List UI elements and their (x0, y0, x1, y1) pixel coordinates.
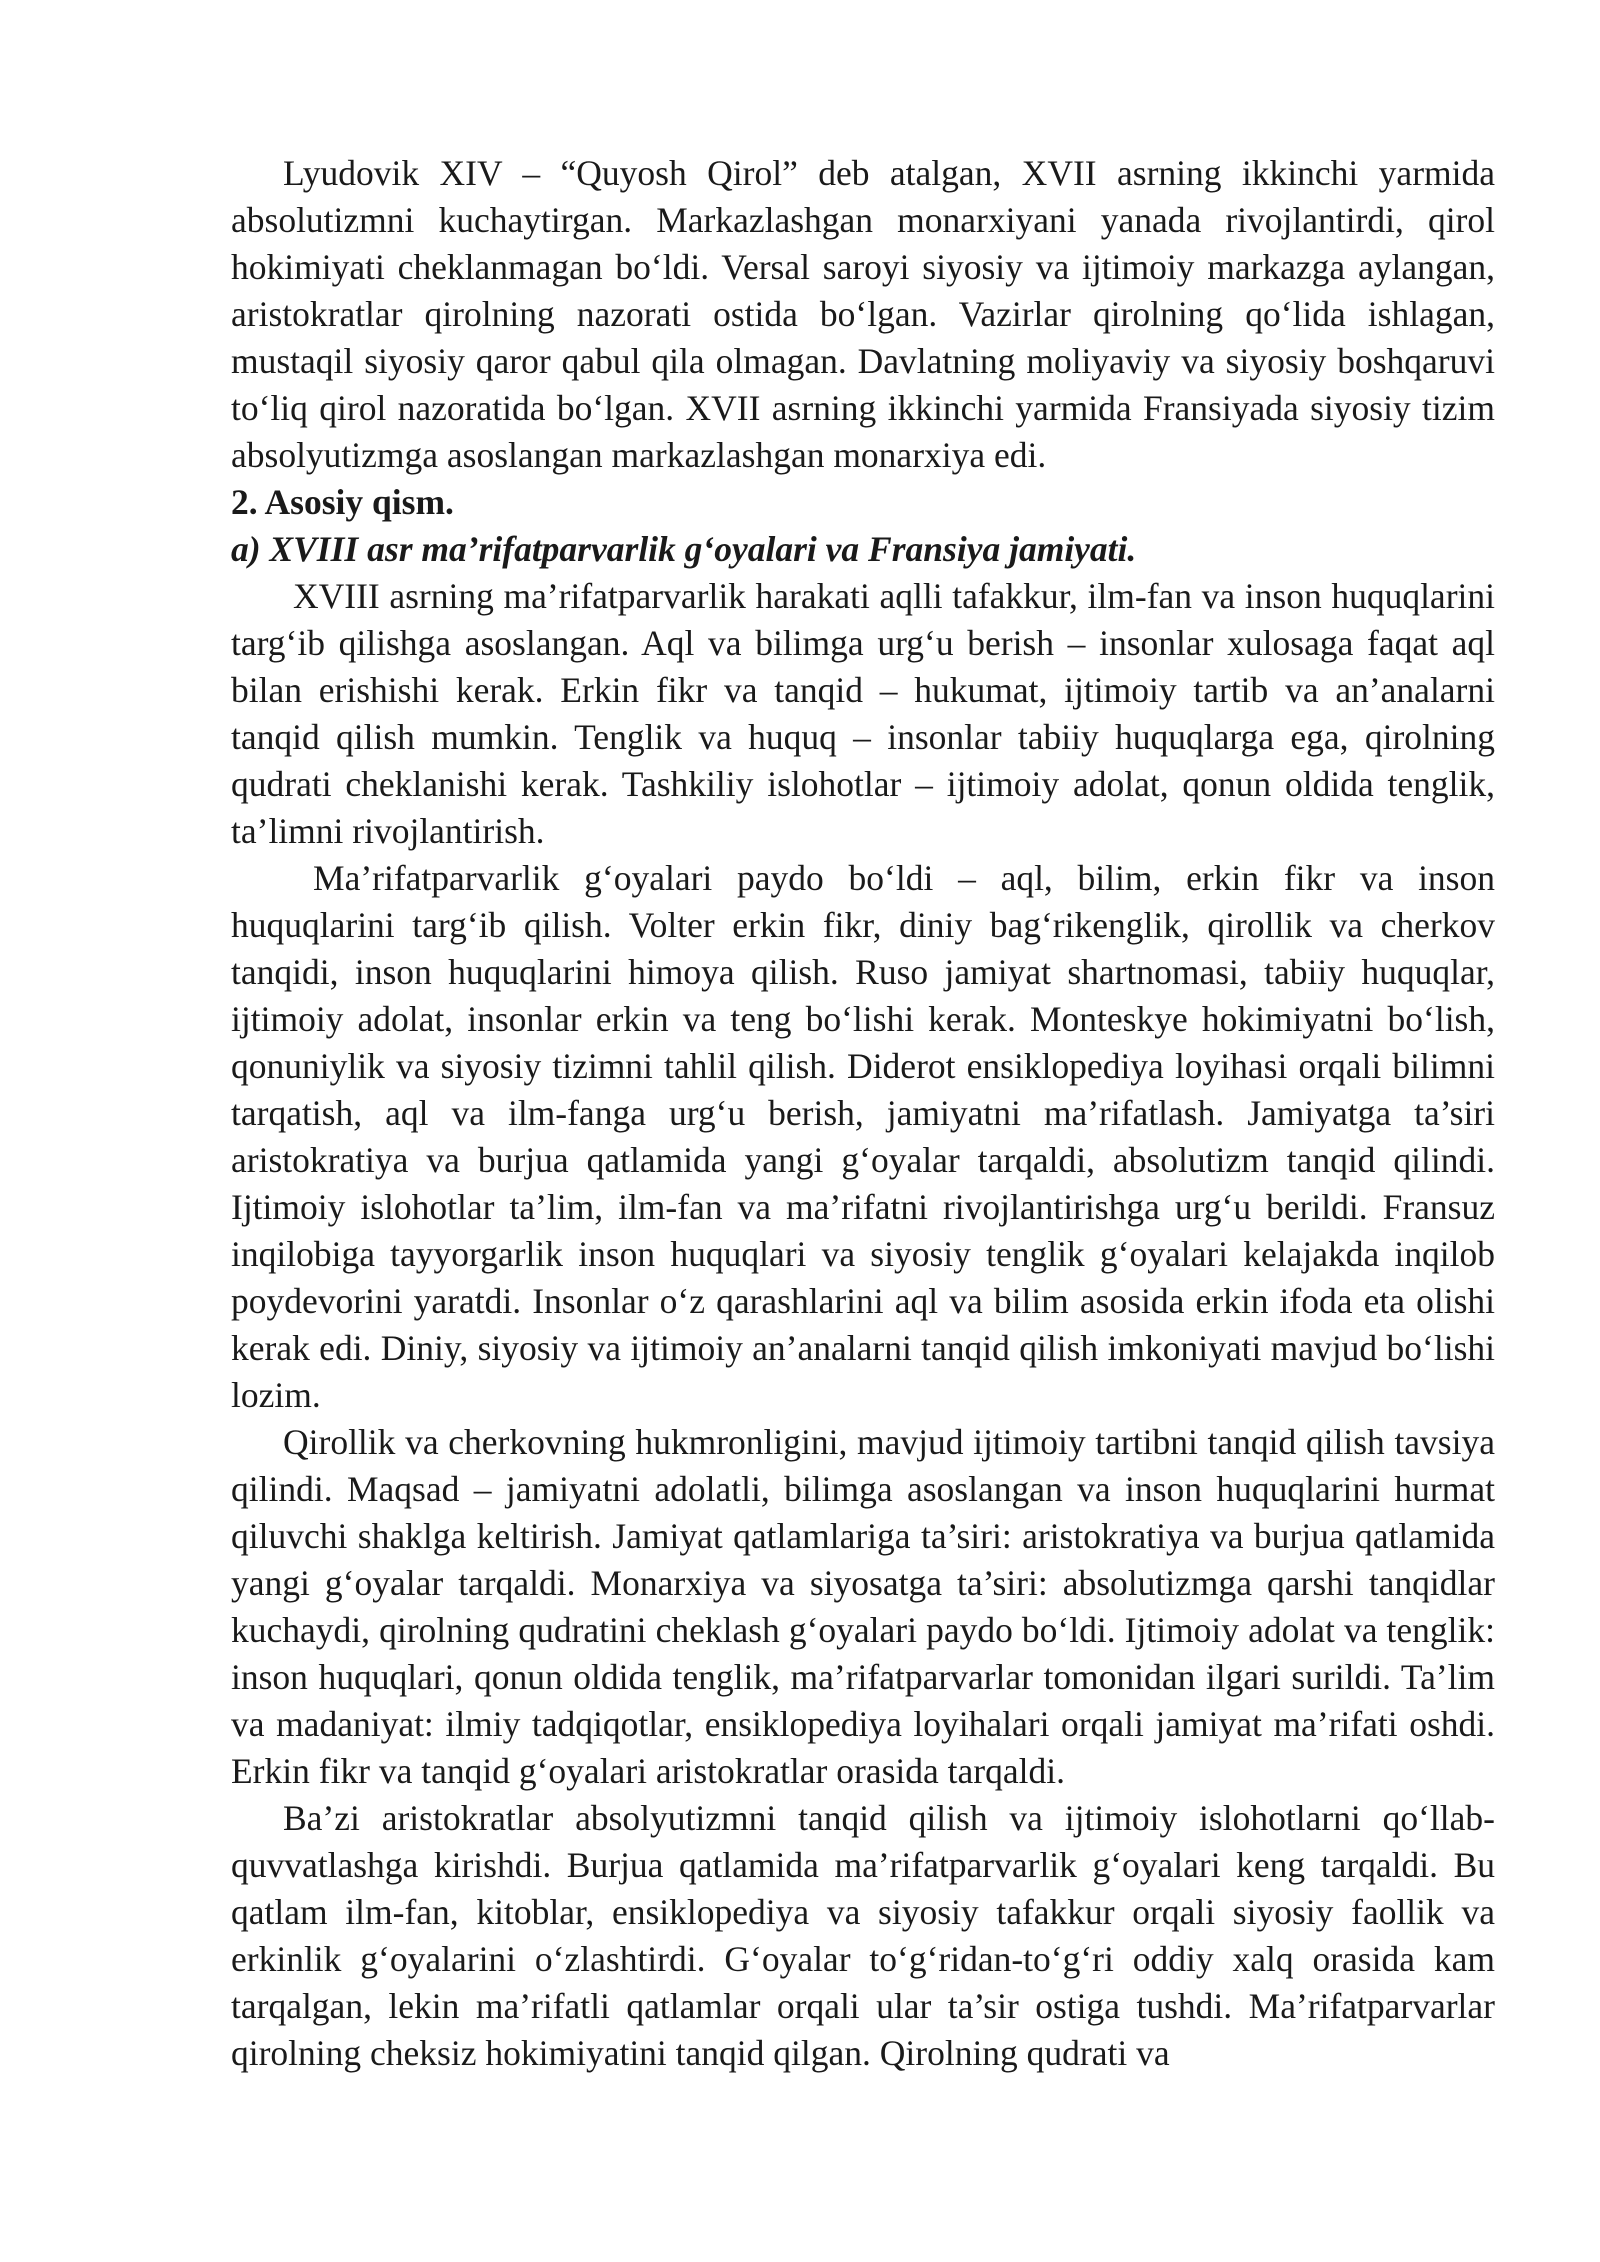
section-heading: 2. Asosiy qism. (231, 482, 454, 522)
paragraph-aristocrats: Ba’zi aristokratlar absolyutizmni tanqid qilish va ijtimoiy islohotlarni qo‘llab-quvvatlashga kirishdi. Burjua qatlamida ma’rifatparvarlik g‘oyalari keng tarqaldi. Bu qatlam ilm-fan, kitoblar, ensiklopediya va siyosiy tafakkur orqali siyosiy faollik va erkinlik g‘oyalarini o‘zlashtirdi. G‘oyalar to‘g‘ridan-to‘g‘ri oddiy xalq orasida kam tarqalgan, lekin ma’rifatli qatlamlar orqali ular ta’sir ostiga tushdi. Ma’rifatparvarlar qirolning cheksiz hokimiyatini tanqid qilgan. Qirolning qudrati va (231, 1798, 1495, 2073)
paragraph-louis-xiv: Lyudovik XIV – “Quyosh Qirol” deb atalgan, XVII asrning ikkinchi yarmida absolutizmni kuchaytirgan. Markazlashgan monarxiyani yanada rivojlantirdi, qirol hokimiyati cheklanmagan bo‘ldi. Versal saroyi siyosiy va ijtimoiy markazga aylangan, aristokratlar qirolning nazorati ostida bo‘lgan. Vazirlar qirolning qo‘lida ishlagan, mustaqil siyosiy qaror qabul qila olmagan. Davlatning moliyaviy va siyosiy boshqaruvi to‘liq qirol nazoratida bo‘lgan. XVII asrning ikkinchi yarmida Fransiyada siyosiy tizim absolyutizmga asoslangan markazlashgan monarxiya edi. (231, 153, 1495, 475)
paragraph-enlightenment-ideas: Ma’rifatparvarlik g‘oyalari paydo bo‘ldi – aql, bilim, erkin fikr va inson huquqlarini targ‘ib qilish. Volter erkin fikr, diniy bag‘rikenglik, qirollik va cherkov tanqidi, inson huquqlarini himoya qilish. Ruso jamiyat shartnomasi, tabiiy huquqlar, ijtimoiy adolat, insonlar erkin va teng bo‘lishi kerak. Monteskye hokimiyatni bo‘lish, qonuniylik va siyosiy tizimni tahlil qilish. Diderot ensiklopediya loyihasi orqali bilimni tarqatish, aql va ilm-fanga urg‘u berish, jamiyatni ma’rifatlash. Jamiyatga ta’siri aristokratiya va burjua qatlamida yangi g‘oyalar tarqaldi, absolutizm tanqid qilindi. Ijtimoiy islohotlar ta’lim, ilm-fan va ma’rifatni rivojlantirishga urg‘u berildi. Fransuz inqilobiga tayyorgarlik inson huquqlari va siyosiy tenglik g‘oyalari kelajakda inqilob poydevorini yaratdi. Insonlar o‘z qarashlarini aql va bilim asosida erkin ifoda eta olishi kerak edi. Diniy, siyosiy va ijtimoiy an’analarni tanqid qilish imkoniyati mavjud bo‘lishi lozim. (231, 858, 1495, 1415)
document-page (231, 150, 1495, 2077)
paragraph-enlightenment-movement: XVIII asrning ma’rifatparvarlik harakati aqlli tafakkur, ilm-fan va inson huquqlarini targ‘ib qilishga asoslangan. Aql va bilimga urg‘u berish – insonlar xulosaga faqat aql bilan erishishi kerak. Erkin fikr va tanqid – hukumat, ijtimoiy tartib va an’analarni tanqid qilish mumkin. Tenglik va huquq – insonlar tabiiy huquqlarga ega, qirolning qudrati cheklanishi kerak. Tashkiliy islohotlar – ijtimoiy adolat, qonun oldida tenglik, ta’limni rivojlantirish. (231, 576, 1495, 851)
paragraph-criticism: Qirollik va cherkovning hukmronligini, mavjud ijtimoiy tartibni tanqid qilish tavsiya qilindi. Maqsad – jamiyatni adolatli, bilimga asoslangan va inson huquqlarini hurmat qiluvchi shaklga keltirish. Jamiyat qatlamlariga ta’siri: aristokratiya va burjua qatlamida yangi g‘oyalar tarqaldi. Monarxiya va siyosatga ta’siri: absolutizmga qarshi tanqidlar kuchaydi, qirolning qudratini cheklash g‘oyalari paydo bo‘ldi. Ijtimoiy adolat va tenglik: inson huquqlari, qonun oldida tenglik, ma’rifatparvarlar tomonidan ilgari surildi. Ta’lim va madaniyat: ilmiy tadqiqotlar, ensiklopediya loyihalari orqali jamiyat ma’rifati oshdi. Erkin fikr va tanqid g‘oyalari aristokratlar orasida tarqaldi. (231, 1422, 1495, 1791)
subsection-heading: a) XVIII asr ma’rifatparvarlik g‘oyalari va Fransiya jamiyati. (231, 529, 1137, 569)
